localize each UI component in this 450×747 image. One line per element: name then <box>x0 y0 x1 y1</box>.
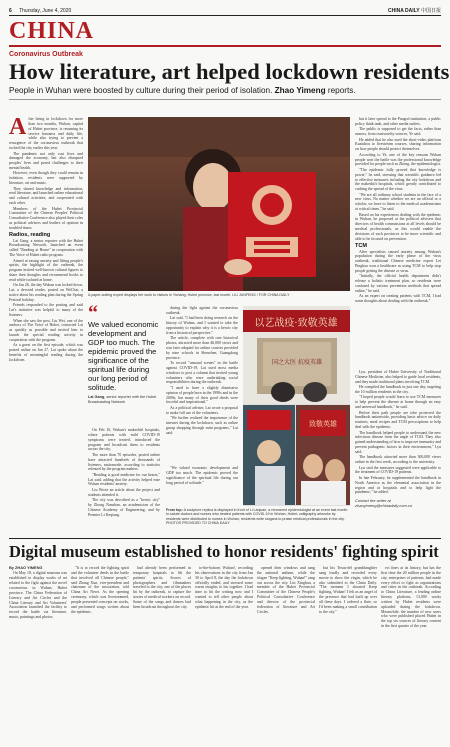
paragraph: The public is supposed to get the facts, rather than rumors, from trustworthy sources, Ye said. <box>355 127 441 137</box>
kicker: Coronavirus Outbreak <box>9 50 83 58</box>
paragraph: "We are all ordinary school students in the face of a new virus. No matter whether we are an official or a scholar, we have to listen to the medical academicians at critical times," he said. <box>355 192 441 212</box>
paragraph: The pandemic not only cost lives and damaged the economy, but also disrupted peoples' lives and posed challenges to their mental health. <box>9 151 83 171</box>
headline: How literature, art helped lockdown residents <box>9 58 450 84</box>
paragraph: As an expert on treating patients with TCM, I had some thoughts about dealing with the outbreak." <box>355 294 441 304</box>
paragraph: He added that he also used the short-video platform Kuaishou to livestream courses, sharing information on how people should protect themselves. <box>355 137 441 152</box>
photo-collage <box>243 306 350 506</box>
paper-name: CHINA DAILY <box>388 8 420 14</box>
article-column-4 <box>355 117 441 367</box>
paragraph: According to Ye, one of the key reasons Wuhan people won the battle was the professional knowledge provided for people such as Zhong, the epidemiologist. <box>355 152 441 167</box>
paragraph: "I used to have a slightly dismissive opinion of people born in the 1990s and in the 2000s, but many of their good deeds were forceful and inspirational." <box>166 385 238 405</box>
paragraph: However, even though they could remain in isolation, residents were supported by literature, art and music. <box>9 171 83 186</box>
paragraph: "Reading is good medicine for our hearts," Lai said, adding that the activity helped ease Wuhan residents' anxiety. <box>88 472 160 487</box>
paragraph: The city was described as a "heroic city" by Zhong Nanshan, an academician of the Chinese Academy of Engineering, and by Premier Li Keqiang. <box>88 498 160 517</box>
paragraph: ect fines at its history, but has the first time the 20 million people in the city, enterprises of patients, had made every effort to fight as organizations and cities in the outbreak. According to China Literature, a leading online literary platform, 13,000 works written by Hubei residents were uploaded during the lockdown. Meanwhile, the number of new users who were published placed Hubei in the top six sources of literary content in the first quarter of the year. <box>381 566 441 629</box>
paragraph: Lyu said the measures suggested were applicable to the treatment of COVID-19 patients. <box>355 465 441 475</box>
article-column-2 <box>88 428 160 535</box>
paragraph: fter being in lockdown for more than two months, Wuhan, capital of Hubei province, is resuming its service business and daily life, while also trying to prevent a resurgence of the coronavirus outbreak that rocked the city earlier this year. <box>9 117 83 151</box>
article-column-1 <box>9 117 83 533</box>
paper-tagline: 中国日报 <box>420 8 441 14</box>
paragraph: As a political adviser, Lai wrote a proposal to make full use of the volunteers. <box>166 405 238 415</box>
paragraph: They shared knowledge and information, read literature, and launched online educational and cultural activities, and cooperated with each other. <box>9 186 83 206</box>
story-divider <box>9 538 441 539</box>
paragraph: On Feb 10, Wuhan's makeshift hospitals, where patients with mild COVID-19 symptoms were treated, introduced the program and broadcast them to residents across the city. <box>88 428 160 452</box>
photo2-caption <box>166 508 350 532</box>
paragraph: The more than 70 episodes, posted online have attracted hundreds of thousands of listeners, nationwide, according to statistics released by the program makers. <box>88 452 160 472</box>
paragraph: Members of the Hubei Provincial Committee of the Chinese Peoples' Political Consultative Conference also played their roles as political advisers and leaders of opinion in troubled times. <box>9 206 83 230</box>
contact-email: zhaoyimeng@chinadaily.com.cn <box>355 503 413 509</box>
paragraph: To record "unusual scenes" in the battle against COVID-19, Lai used most media windows to post a column that invited young volunteers who were undertaking social responsibilities during the outbreak. <box>166 361 238 385</box>
paragraph: "I hoped people would learn to use TCM measures to help prevent the disease at home through an easy and universal handbook," he said. <box>355 395 441 410</box>
paragraph: "We further realized the importance of the internet during the lockdown, such as online group shopping through mini programs," Lai said. <box>166 416 238 435</box>
photo-paper-cutting <box>88 117 350 291</box>
paragraph: to-the-bottom Wuhan!, recording his observations in the city from Jan 30 to April 8, the day the lockdown officially ended, and stressed some warm insights to his together. I had time to hit the writing now and I wanted to tell other people about what happening in the city, as the epidemic hit at the end of the year. <box>195 566 253 609</box>
paragraph: When she saw the post, Liu Wei, one of the anchors of The Voice of Hubei, contacted Lai as quickly as possible and invited him to launch the special reading activity in cooperation with the program. <box>9 318 83 342</box>
page-number: 6 <box>9 7 12 14</box>
paragraph: The handbook helped people to understand the new infectious disease from the angle of TCM. They also gained understanding of how to improve immunity and prevent pathogenic factors in their environment," Lyu said. <box>355 430 441 454</box>
banner-text: 以艺战疫·致敬英雄 <box>254 318 338 329</box>
paragraph: Aimed at easing anxiety and lifting people's spirits, the highlight of the outbreak, the program invited well-known cultural figures to share their thoughts and recommend books to read while isolated at home. <box>9 258 83 282</box>
dropcap: A <box>9 117 27 140</box>
photo-credit: PHOTOS PROVIDED TO CHINA DAILY <box>166 521 230 526</box>
second-column-7 <box>381 566 441 744</box>
section-title: CHINA <box>9 18 95 44</box>
quote-text: We valued economic development and GDP too much. The epidemic proved the significance of the spiritual life during our long period of solitude. <box>88 320 159 392</box>
plaque-text: 国之大医 抗疫英雄 <box>272 359 322 366</box>
paragraph: "It is to record the fighting spirit and the volunteer deeds in the battle that involved all Chinese people," said Zhang Xun, vice-president and chairman of the association, told China Art News. As the opening ceremony, which was livestreamed, people presented concepts on works, and performed songs written about the epidemic. <box>71 566 129 614</box>
divider <box>9 99 441 100</box>
section-rule <box>9 45 441 47</box>
photo-credit: LIU JUNFENG / FOR CHINA DAILY <box>232 293 290 297</box>
contact-block <box>355 499 441 509</box>
pull-quote <box>88 302 160 422</box>
paragraph: "Initially, the official health department didn't release a holistic treatment plan, so residents were confused by various prevention methods that spread online," he said. <box>355 274 441 293</box>
masthead-right <box>388 7 441 14</box>
paragraph: Lai Gang, a senior reporter with the Hubei Broadcasting Network, launched an event called "Reading at Home" in cooperation with The Voice of Hubei radio program. <box>9 238 83 258</box>
paragraph: The article, complete with rare historical photos, attracted more than 46,000 views and was later adapted for online courses provided by nine schools in Shenzhen, Guangdong province. <box>166 336 238 360</box>
quote-role: senior reporter with the Hubei Broadcasting Network <box>88 395 157 404</box>
paragraph: After specialists caused anxiety among Wuhan's population during the early phase of the virus outbreak, traditional Chinese medicine expert Lei Pinghua won a healthcare as using TCM to help stop people getting the disease or virus. <box>355 249 441 273</box>
paragraph: On Jan 26, the day Wuhan was locked down, Lai, a devoted reader, posted on WeChat, a notice about his reading plan during the Spring Festival holiday. <box>9 283 83 302</box>
second-column-2 <box>71 566 129 744</box>
second-column-1 <box>9 566 67 744</box>
subhead-radios: Radios, reading <box>9 231 51 238</box>
paper-cutting-photo <box>88 117 350 291</box>
paragraph: but his Texas-del granddaughter sang loudly and recorded every movie to show the virgin, which he also submitted to the China Daily. "The moment I shouted Keep fighting, Wuhan! I felt as an angel of the presence that had built up over all these days. I ordered a flute, so I'd been making a small contribution to the city." <box>319 566 377 614</box>
contact-label: Contact the writer at <box>355 498 391 504</box>
second-byline: By ZHAO YIMENG <box>9 566 43 570</box>
quote-name: Lai Gang, <box>88 395 106 399</box>
article-column-5 <box>355 370 441 534</box>
standfirst-text: People in Wuhan were boosted by culture during their period of isolation. <box>9 85 273 95</box>
paragraph: Lai said, "I had been doing research on the history of Wuhan, and I wanted to take the opportunity to explain why it is a heroic city from a historical perspective." <box>166 316 238 335</box>
paragraph: Based on his experiences dealing with the epidemic in Wuhan, he proposed at the political advisers that directors of health commissions at all levels should be medical professionals, as this would enable the decisions of such provinces to be more scientific and able to be focused on prevention. <box>355 212 441 241</box>
article-column-3b <box>166 466 238 506</box>
paragraph: On May 18, a digital museum was established to display works of art related to the fight against the novel coronavirus in Wuhan, Hubei province. The China Federation of Literary and Art Circles and the China Literary and Art Volunteers' Association launched the facility to record the battle via literature, music, paintings and photos. <box>9 571 67 620</box>
paragraph: opened their windows and sang the national anthem, while the slogan "Keep fighting, Wuhan!" rang out across the city. Lin Xinghua, a member of the Hubei Provincial Committee of the Chinese People's Political Consultative Conference and director of the provincial federation of literature and Art Circles. <box>257 566 315 614</box>
collage-photo <box>243 306 350 506</box>
paragraph: The handbook attracted more than 300,000 views online in the first week, according to the university. <box>355 455 441 465</box>
standfirst <box>9 86 441 95</box>
paragraph: "We valued economic development and GDP too much. The epidemic proved the significance of the spiritual life during our long period of solitude." <box>166 466 238 485</box>
paragraph: He compiled the handbook in just one day, targeting the 10 million residents in the city. <box>355 385 441 394</box>
caption-text: A sculpture replica is displayed in front of Li Lanjuan, a renowned epidemiologist at an event last month to salute doctors and nurses who treated patients with COVID-19 in Wuhan, Hubei; calligraphy artworks by residents were distributed to nurses in Wuhan; residents write slogans to praise medical professionals in the city. <box>166 508 348 521</box>
byline: Zhao Yimeng <box>274 85 326 95</box>
paragraph: Liu Wrote an article about the project and students attended it. <box>88 487 160 497</box>
paragraph: "The epidemic fully proved that knowledge is power," he said, stressing that scientific guidance led to effective measures including the city lockdown and the makeshift hospitals, which greatly contributed to curbing the spread of the virus. <box>355 167 441 192</box>
quote-mark-icon: “ <box>88 302 98 324</box>
second-column-3 <box>133 566 191 744</box>
paragraph: In late February, he supplemented the handbook in North America as the elemental association in the region and at hospitals and to help fight the pandemic," he added. <box>355 475 441 495</box>
caption-text: A paper-cutting expert displays her work to visitors in Yichang, Hubei province, last month. <box>88 293 232 297</box>
paragraph: Friends responded to the posting and said Lai's initiative was helpful to many of the listeners. <box>9 303 83 318</box>
quote-attribution <box>88 395 160 404</box>
masthead-bar <box>9 6 441 16</box>
paragraph: Lyu, president of Hubei University of Traditional Chinese Medicine, also helped to guide local residents, and they made traditional plans involving TCM. <box>355 370 441 384</box>
article-column-3 <box>166 306 238 463</box>
photo1-caption <box>88 293 350 303</box>
second-headline: Digital museum established to honor residents' fighting spirit <box>9 542 439 561</box>
paragraph: during the fight against the coronavirus outbreak. <box>166 306 238 315</box>
second-column-6 <box>319 566 377 744</box>
caption-lead: From top: <box>166 508 183 512</box>
paragraph: As a guest on the first episode, which was posted online on Jan 27, Lai spoke about the benefits of meaningful reading during the lockdown. <box>9 343 83 362</box>
subhead-tcm: TCM <box>355 242 367 249</box>
second-column-4 <box>195 566 253 744</box>
second-column-5 <box>257 566 315 744</box>
paragraph: but it later spread to the Pangod institution, a public policy think tank, and other media outlets. <box>355 117 441 126</box>
byline-suffix: reports. <box>327 85 356 95</box>
paragraph: had already been performed in temporary hospitals to lift the patients' spirits. Scores of photographers and filmmakers traveled to the city, one of the places hit by the outbreak, to capture the stories of medical workers on record. Some of the songs and dances had been broadcast throughout the city. <box>133 566 191 609</box>
masthead-left <box>9 8 77 14</box>
paragraph: Before their path people are tobe protected the handbook nationwide, providing basic advice on daily routines, meal recipes and TCM prescriptions to help deal with the epidemic. <box>355 410 441 430</box>
issue-date: Thursday, June 4, 2020 <box>19 7 72 14</box>
stage-text: 致敬英雄 <box>309 420 337 428</box>
